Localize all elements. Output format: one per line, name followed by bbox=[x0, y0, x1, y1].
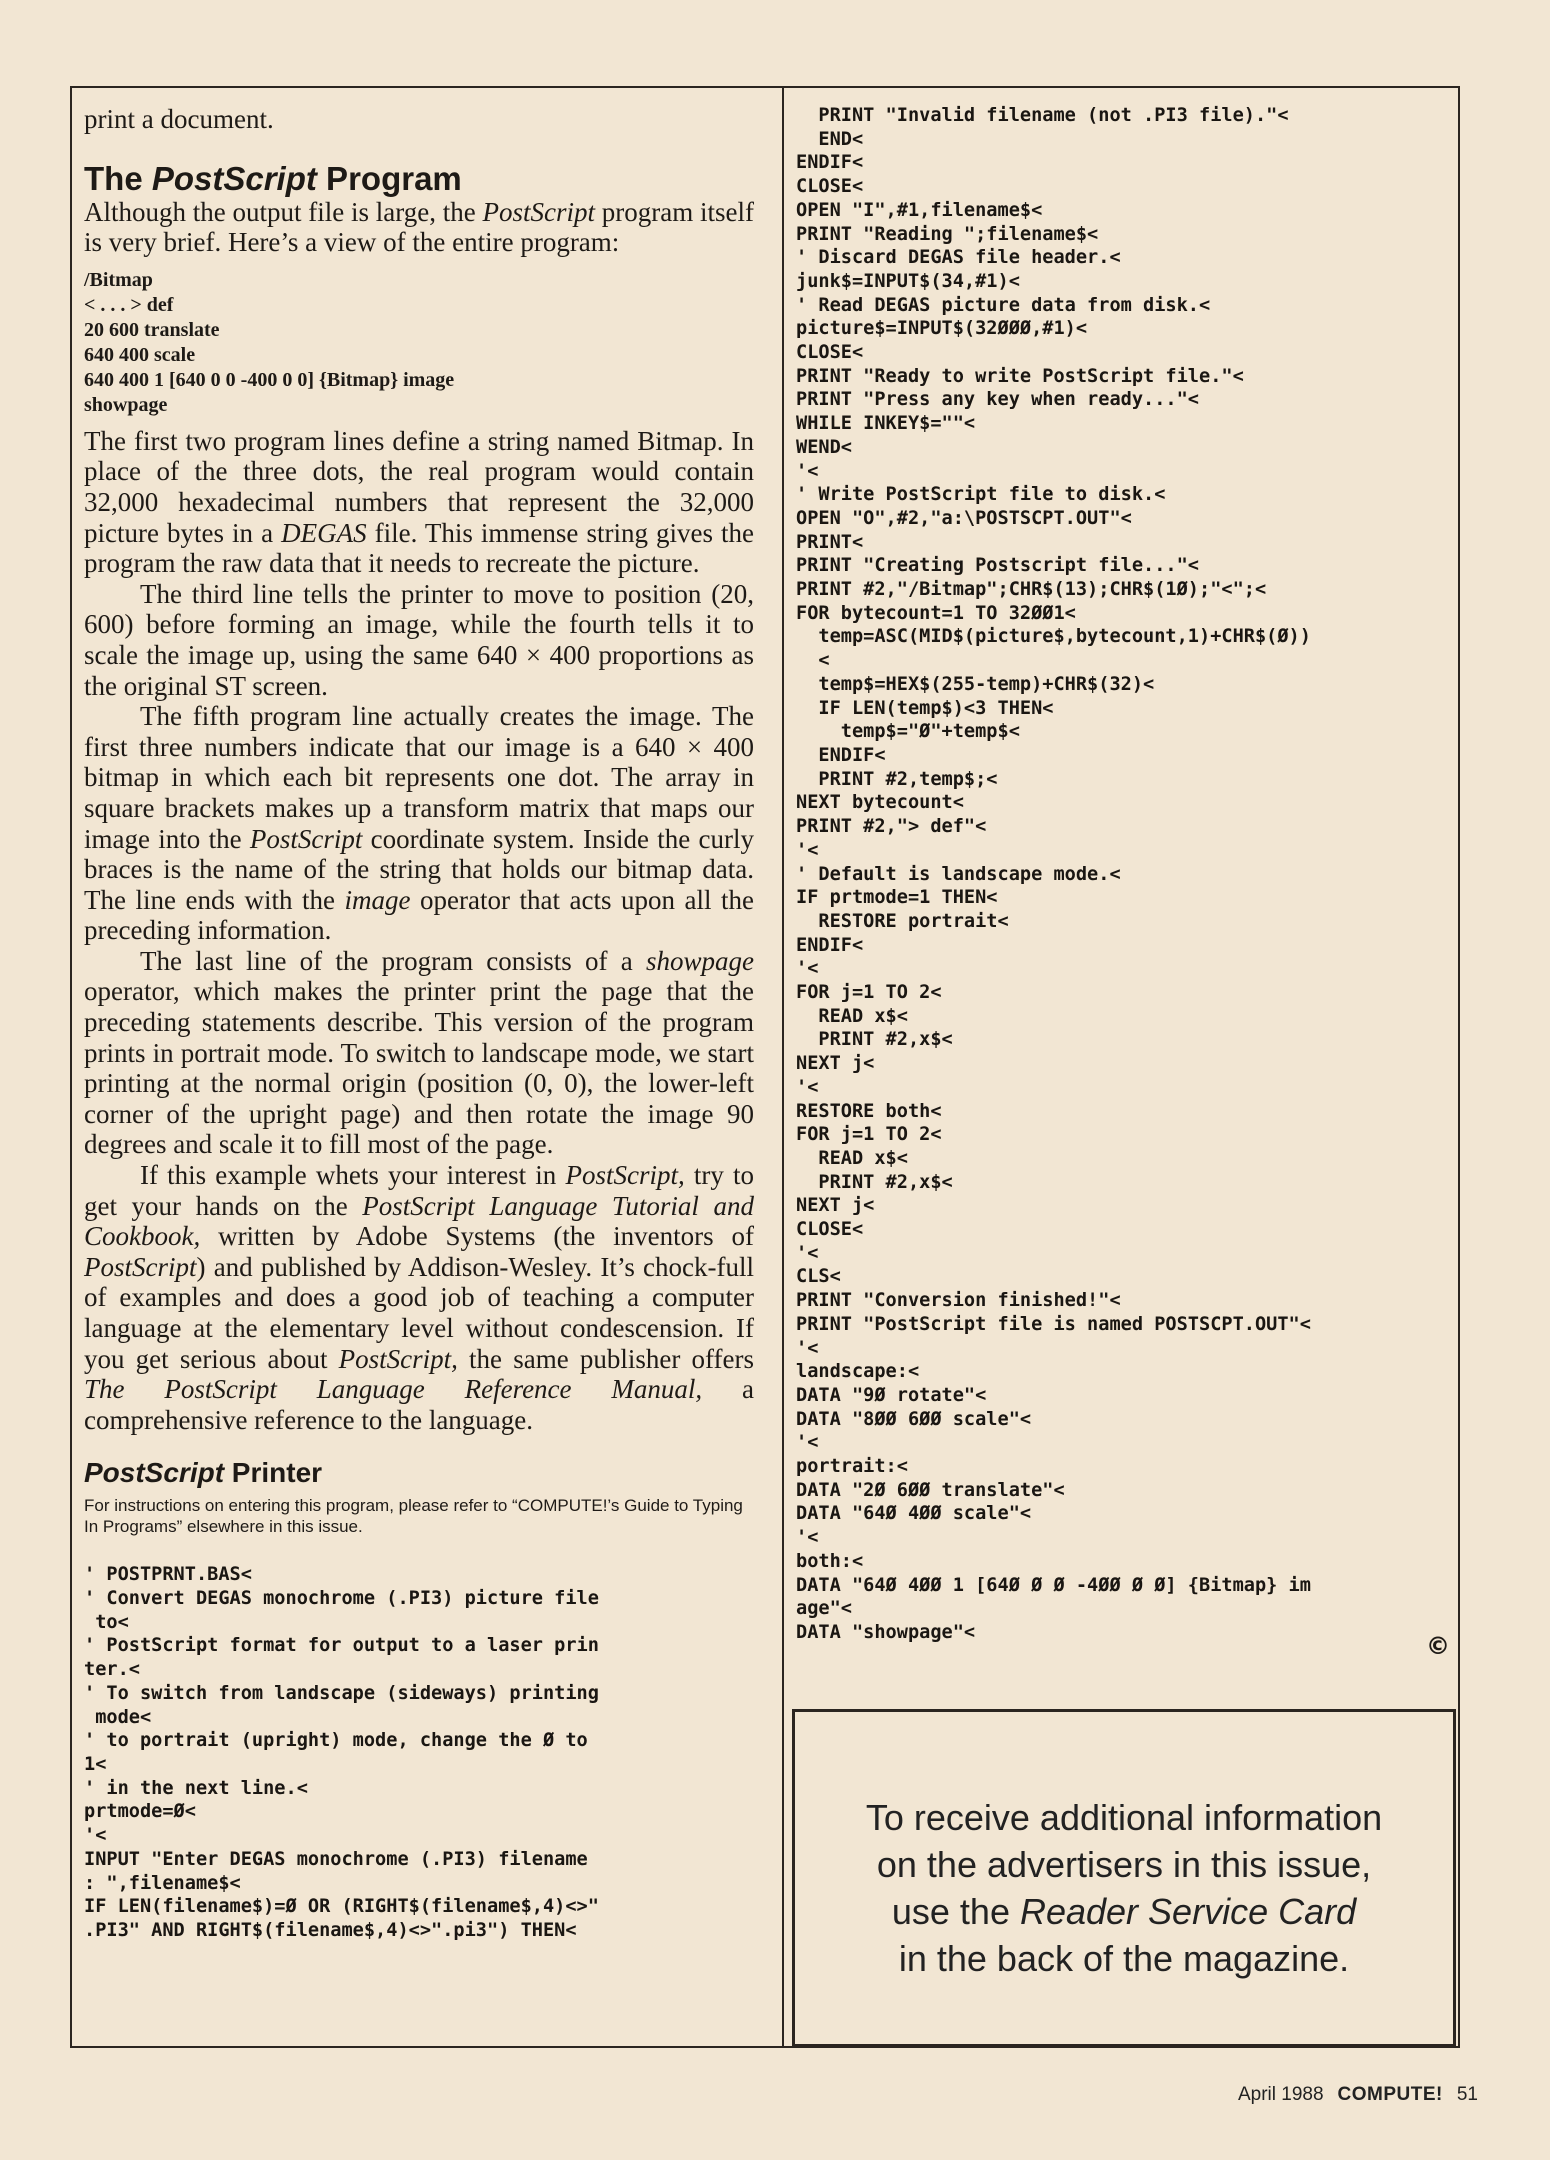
program-line: /Bitmap bbox=[84, 268, 153, 291]
magazine-name: COMPUTE! bbox=[1337, 2084, 1443, 2105]
program-line: 640 400 scale bbox=[84, 343, 196, 366]
paragraph-4: The last line of the program consists of a showpage operator, which makes the printer print the page that the preceding statements describe. This version of the program prints in portrait mode. To switch to landscape mode, we start printing at the normal origin (position (0, 0), the lower-left corner of the upright page) and then rotate the image 90 degrees and scale it to fill most of the page. bbox=[84, 945, 754, 1160]
program-line: showpage bbox=[84, 393, 168, 416]
listing-note: For instructions on entering this program, please refer to “COMPUTE!’s Guide to Typing In Programs” elsewhere in this issue. bbox=[84, 1496, 743, 1537]
intro-fragment: print a document. bbox=[84, 104, 274, 134]
program-listing-inline bbox=[84, 268, 754, 418]
page-footer bbox=[1238, 2084, 1478, 2106]
code-listing-part-1: ' POSTPRNT.BAS< ' Convert DEGAS monochrome (.PI3) picture file to< ' PostScript format for output to a laser prin ter.< ' To switch from landscape (sideways) printing mode< ' to portrait (upright) mode, change the Ø to 1< ' in the next line.< prtmode=Ø< '< INPUT "Enter DEGAS monochrome (.PI3) filename : ",filename$< IF LEN(filename$)=Ø OR (RIGHT$(filename$,4)<>" .PI3" AND RIGHT$(filename$,4)<>".pi3") THEN< bbox=[84, 1564, 599, 1941]
paragraph-1: The first two program lines define a string named Bitmap. In place of the three dots, the real program would contain 32,000 hexadecimal numbers that represent the 32,000 picture bytes in a DEGAS file. This immense string gives the program the raw data that it needs to recreate the picture. bbox=[84, 425, 754, 579]
listing-heading: PostScript Printer bbox=[84, 1457, 323, 1489]
program-line: 640 400 1 [640 0 0 -400 0 0] {Bitmap} image bbox=[84, 368, 455, 391]
section-intro: Although the output file is large, the PostScript program itself is very brief. Here’s a view of the entire program: bbox=[84, 196, 754, 258]
paragraph-5: If this example whets your interest in PostScript, try to get your hands on the PostScript Language Tutorial and Cookbook, written by Adobe Systems (the inventors of PostScript) and published by Addison-Wesley. It’s chock-full of examples and does a good job of teaching a computer language at the elementary level without condescension. If you get serious about PostScript, the same publisher offers The PostScript Language Reference Manual, a comprehensive reference to the language. bbox=[84, 1160, 754, 1435]
code-listing-part-2: PRINT "Invalid filename (not .PI3 file)."< END< ENDIF< CLOSE< OPEN "I",#1,filename$< PRINT "Reading ";filename$< ' Discard DEGAS file header.< junk$=INPUT$(34,#1)< ' Read DEGAS picture data from disk.< picture$=INPUT$(32ØØØ,#1)< CLOSE< PRINT "Ready to write PostScript file."< PRINT "Press any key when ready..."< WHILE INKEY$=""< WEND< '< ' Write PostScript file to disk.< OPEN "O",#2,"a:\POSTSCPT.OUT"< PRINT< PRINT "Creating Postscript file..."< PRINT #2,"/Bitmap";CHR$(13);CHR$(1Ø);"<";< FOR bytecount=1 TO 32ØØ1< temp=ASC(MID$(picture$,bytecount,1)+CHR$(Ø)) < temp$=HEX$(255-temp)+CHR$(32)< IF LEN(temp$)<3 THEN< temp$="Ø"+temp$< ENDIF< PRINT #2,temp$;< NEXT bytecount< PRINT #2,"> def"< '< ' Default is landscape mode.< IF prtmode=1 THEN< RESTORE portrait< ENDIF< '< FOR j=1 TO 2< READ x$< PRINT #2,x$< NEXT j< '< RESTORE both< FOR j=1 TO 2< READ x$< PRINT #2,x$< NEXT j< CLOSE< '< CLS< PRINT "Conversion finished!"< PRINT "PostScript file is named POSTSCPT.OUT"< '< landscape:< DATA "9Ø rotate"< DATA "8ØØ 6ØØ scale"< '< portrait:< DATA "2Ø 6ØØ translate"< DATA "64Ø 4ØØ scale"< '< both:< DATA "64Ø 4ØØ 1 [64Ø Ø Ø -4ØØ Ø Ø] {Bitmap} im age"< DATA "showpage"< bbox=[796, 105, 1311, 1643]
end-of-article-mark: © bbox=[1426, 1632, 1450, 1660]
left-column bbox=[84, 104, 754, 1943]
reader-service-box bbox=[792, 1709, 1456, 2047]
page-number: 51 bbox=[1456, 2084, 1478, 2105]
program-line: < . . . > def bbox=[84, 293, 174, 316]
program-line: 20 600 translate bbox=[84, 318, 220, 341]
column-divider bbox=[782, 86, 784, 2048]
reader-service-text: To receive additional information on the advertisers in this issue, use the Reader Service Card in the back of the magazine. bbox=[865, 1797, 1383, 1979]
issue-date: April 1988 bbox=[1237, 2084, 1324, 2105]
paragraph-3: The fifth program line actually creates the image. The first three numbers indicate that our image is a 640 × 400 bitmap in which each bit represents one dot. The array in square brackets makes up a transform matrix that maps our image into the PostScript coordinate system. Inside the curly braces is the name of the string that holds our bitmap data. The line ends with the image operator that acts upon all the preceding information. bbox=[84, 701, 754, 946]
section-heading: The PostScript Program bbox=[84, 159, 462, 197]
paragraph-2: The third line tells the printer to move to position (20, 600) before forming an image, while the fourth tells it to scale the image up, using the same 640 × 400 proportions as the original ST screen. bbox=[84, 578, 754, 701]
right-column bbox=[796, 104, 1456, 1645]
